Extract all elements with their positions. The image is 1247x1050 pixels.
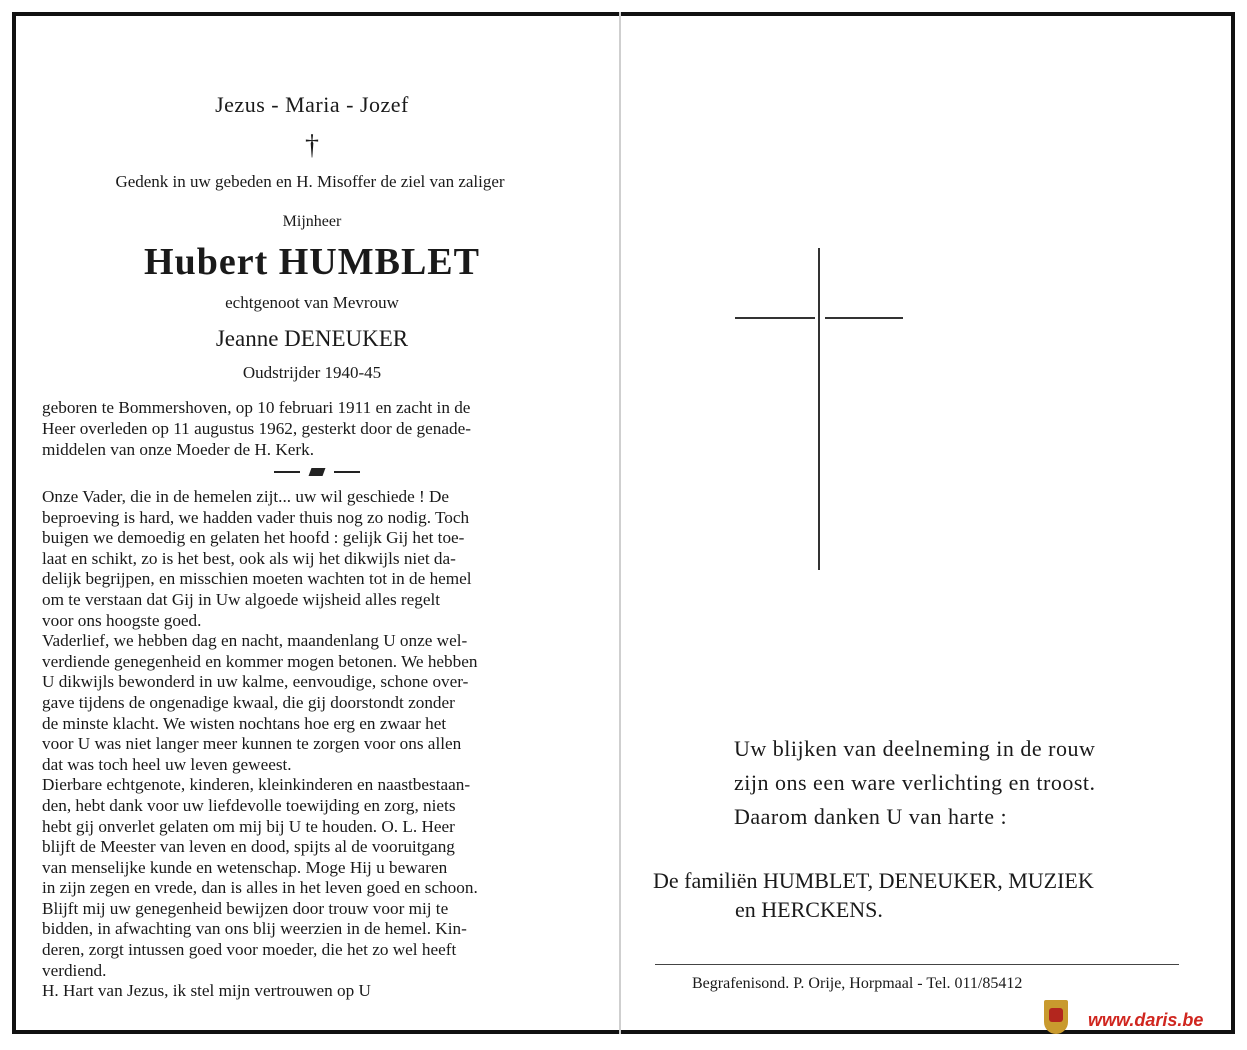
families-text xyxy=(653,866,1094,924)
spouse-intro: echtgenoot van Mevrouw xyxy=(225,293,399,312)
text-line: buigen we demoedig en gelaten het hoofd : gelijk Gij het toe- xyxy=(42,528,465,548)
text-line: beproeving is hard, we hadden vader thuis nog zo nodig. Toch xyxy=(42,507,470,527)
text-line: Blijft mij uw genegenheid bewijzen door trouw voor mij te xyxy=(42,898,449,918)
text-line: Onze Vader, die in de hemelen zijt... uw wil geschiede ! De xyxy=(42,487,450,506)
birth-line: geboren te Bommershoven, op 10 februari 1911 en zacht in de xyxy=(42,398,471,417)
text-line: om te verstaan dat Gij in Uw algoede wijsheid alles regelt xyxy=(42,589,441,609)
birth-line: Heer overleden op 11 augustus 1962, gesterkt door de genade- xyxy=(42,419,471,438)
text-line: de minste klacht. We wisten nochtans hoe erg en zwaar het xyxy=(42,713,447,733)
text-line: H. Hart van Jezus, ik stel mijn vertrouwen op U xyxy=(42,981,371,1001)
coat-of-arms-icon xyxy=(1044,1000,1068,1034)
heading: Jezus - Maria - Jozef xyxy=(215,92,409,117)
text-line: bidden, in afwachting van ons blij weerzien in de hemel. Kin- xyxy=(42,919,467,939)
gedenk-line: Gedenk in uw gebeden en H. Misoffer de ziel van zaliger xyxy=(115,172,505,191)
undertaker-line: Begrafenisond. P. Orije, Horpmaal - Tel. 011/85412 xyxy=(692,975,1023,992)
memorial-text xyxy=(42,487,582,1002)
thanks-line: Daarom danken U van harte : xyxy=(734,804,1008,829)
text-line: laat en schikt, zo is het best, ook als wij het dikwijls niet da- xyxy=(42,548,456,568)
text-line: voor U was niet langer meer kunnen te zorgen voor ons allen xyxy=(42,734,462,754)
dagger-icon: † xyxy=(305,130,319,161)
birth-paragraph xyxy=(42,397,585,460)
text-line: U dikwijls bewonderd in uw kalme, eenvoudige, schone over- xyxy=(42,672,469,692)
text-line: den, hebt dank voor uw liefdevolle toewijding en zorg, niets xyxy=(42,795,456,815)
deceased-name: Hubert HUMBLET xyxy=(144,241,480,283)
text-line: hebt gij onverlet gelaten om mij bij U te houden. O. L. Heer xyxy=(42,816,455,836)
thanks-text xyxy=(734,732,1096,834)
text-line: deren, zorgt intussen goed voor moeder, die het zo wel heeft xyxy=(42,940,457,960)
text-line: verdiend. xyxy=(42,960,107,980)
families-line: De familiën HUMBLET, DENEUKER, MUZIEK xyxy=(653,868,1094,893)
watermark xyxy=(1044,1000,1247,1040)
birth-line: middelen van onze Moeder de H. Kerk. xyxy=(42,440,315,459)
thanks-line: Uw blijken van deelneming in de rouw xyxy=(734,736,1096,761)
title: Mijnheer xyxy=(282,213,342,230)
text-line: Dierbare echtgenote, kinderen, kleinkinderen en naastbestaan- xyxy=(42,775,471,795)
families-line: en HERCKENS. xyxy=(735,897,883,922)
card-fold-line xyxy=(619,12,621,1034)
text-line: van menselijke kunde en wetenschap. Moge Hij u bewaren xyxy=(42,857,448,877)
divider-rule xyxy=(655,964,1179,965)
watermark-text: www.daris.be xyxy=(1088,1010,1204,1030)
text-line: dat was toch heel uw leven geweest. xyxy=(42,754,292,774)
text-line: gave tijdens de ongenadige kwaal, die gij doorstondt zonder xyxy=(42,692,455,712)
text-line: in zijn zegen en vrede, dan is alles in het leven goed en schoon. xyxy=(42,878,478,898)
ornament-divider xyxy=(274,466,360,478)
text-line: voor ons hoogste goed. xyxy=(42,610,202,630)
thanks-line: zijn ons een ware verlichting en troost. xyxy=(734,770,1096,795)
spouse-name: Jeanne DENEUKER xyxy=(215,326,409,351)
text-line: Vaderlief, we hebben dag en nacht, maandenlang U onze wel- xyxy=(42,631,468,651)
veteran-line: Oudstrijder 1940-45 xyxy=(242,363,382,382)
text-line: delijk begrijpen, en misschien moeten wachten tot in de hemel xyxy=(42,569,472,589)
text-line: blijft de Meester van leven en dood, spijts al de vooruitgang xyxy=(42,837,455,857)
text-line: verdiende genegenheid en kommer mogen betonen. We hebben xyxy=(42,651,478,671)
